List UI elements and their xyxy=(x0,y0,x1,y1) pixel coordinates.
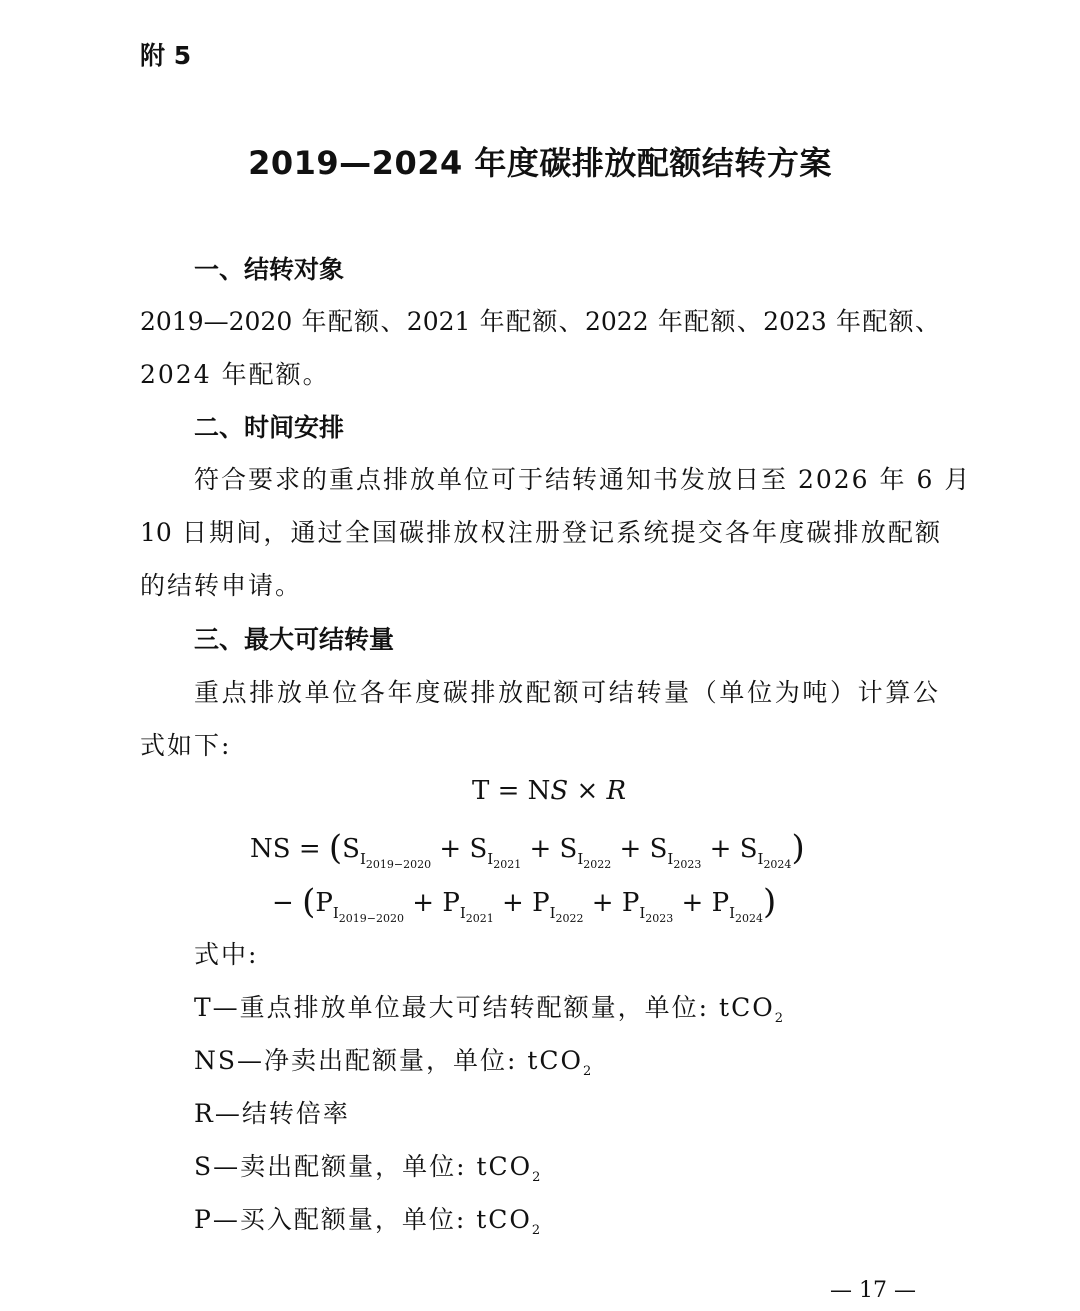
page-number: — 17 — xyxy=(830,1278,916,1303)
section3-line2: 式如下: xyxy=(140,731,232,760)
formula-t-s: S xyxy=(550,776,569,806)
definition-s: S—卖出配额量，单位: tCO$_2$ xyxy=(194,1152,543,1185)
formula-s-term: $S_{I2023}$ xyxy=(649,834,702,871)
section2-line2: 10 日期间，通过全国碳排放权注册登记系统提交各年度碳排放配额 xyxy=(140,518,940,547)
formula-s-term: $S_{I2024}$ xyxy=(739,834,792,871)
section1-line1: 2019—2020 年配额、2021 年配额、2022 年配额、2023 年配额、 xyxy=(140,307,940,336)
formula-t-times: × xyxy=(568,776,607,806)
formula-minus: − xyxy=(272,888,303,918)
formula-p-term: $P_{I2021}$ xyxy=(442,888,494,925)
formula-t-r: R xyxy=(606,776,627,806)
formula-p-term: $P_{I2022}$ xyxy=(532,888,584,925)
formula-ns-bought: − $(P_{I2019-2020} + P_{I2021} + P_{I2022} + P_{I2023} + P_{I2024})$ xyxy=(272,882,777,925)
section-heading-max-carryover: 三、最大可结转量 xyxy=(194,625,395,654)
formula-ns-sold: NS = $(S_{I2019-2020} + S_{I2021} + S_{I2022} + S_{I2023} + S_{I2024})$ xyxy=(250,828,805,871)
attachment-label: 附 5 xyxy=(140,41,192,70)
formula-ns-label: NS = xyxy=(250,834,329,864)
section2-line1: 符合要求的重点排放单位可于结转通知书发放日至 2026 年 6 月 xyxy=(194,465,972,494)
definition-t: T—重点排放单位最大可结转配额量，单位: tCO$_2$ xyxy=(194,993,785,1026)
formula-p-term: $P_{I2019-2020}$ xyxy=(315,888,404,925)
formula-open-paren: ( xyxy=(302,882,316,922)
formula-s-term: $S_{I2021}$ xyxy=(469,834,522,871)
section1-line2: 2024 年配额。 xyxy=(140,360,330,389)
where-label: 式中: xyxy=(194,940,259,969)
section-heading-objects: 一、结转对象 xyxy=(194,255,345,284)
formula-close-paren: ) xyxy=(791,828,805,868)
formula-p-term: $P_{I2023}$ xyxy=(621,888,674,925)
formula-s-term: $S_{I2022}$ xyxy=(559,834,612,871)
section3-line1: 重点排放单位各年度碳排放配额可结转量（单位为吨）计算公 xyxy=(194,678,940,707)
definition-p: P—买入配额量，单位: tCO$_2$ xyxy=(194,1205,543,1238)
formula-p-term: $P_{I2024}$ xyxy=(711,888,764,925)
document-title: 2019—2024 年度碳排放配额结转方案 xyxy=(248,144,832,182)
formula-t xyxy=(472,776,626,806)
section2-line3: 的结转申请。 xyxy=(140,571,303,600)
formula-close-paren: ) xyxy=(763,882,777,922)
formula-open-paren: ( xyxy=(328,828,343,868)
formula-s-term: $S_{I2019-2020}$ xyxy=(342,834,432,871)
definition-r: R—结转倍率 xyxy=(194,1099,350,1128)
definition-ns: NS—净卖出配额量，单位: tCO$_2$ xyxy=(194,1046,594,1079)
formula-t-left: T = N xyxy=(472,776,551,806)
section-heading-schedule: 二、时间安排 xyxy=(194,413,345,442)
